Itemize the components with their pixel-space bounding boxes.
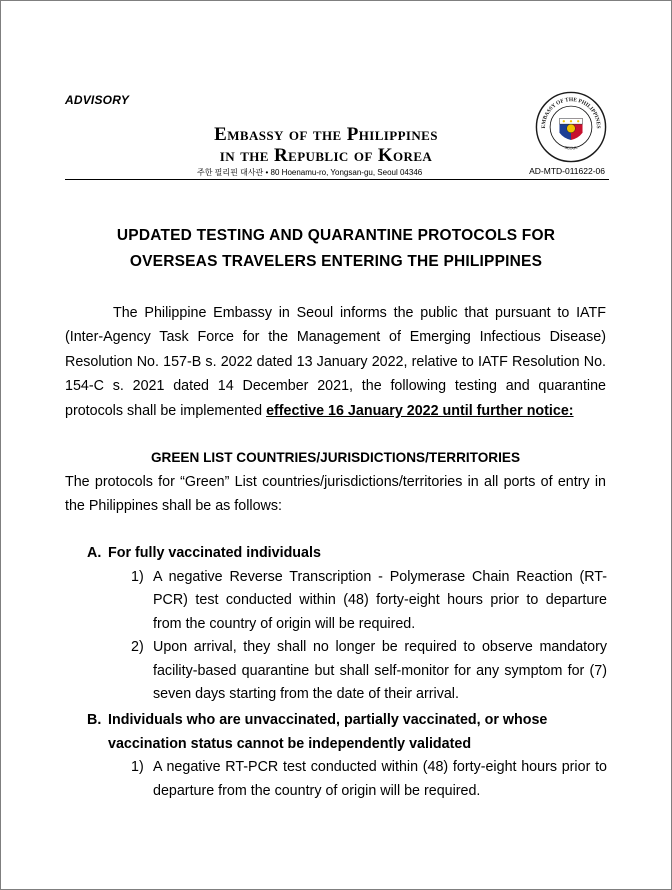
list-item-text: A negative RT-PCR test conducted within (48) forty-eight hours prior to departure from the country of origin will be required. <box>153 759 607 799</box>
list-item <box>131 636 607 707</box>
header-divider <box>65 179 609 180</box>
list-item-text: A negative Reverse Transcription - Polymerase Chain Reaction (RT-PCR) test conducted within (48) forty-eight hours prior to departure from the country of origin will be required. <box>153 568 607 632</box>
list-item-text: Upon arrival, they shall no longer be required to observe mandatory facility-based quarantine but shall self-monitor for any symptom for (7) seven days starting from the date of their arrival. <box>153 639 607 702</box>
seal-star-2 <box>570 120 572 122</box>
embassy-address-korean: 주한 필리핀 대사관 <box>197 168 264 177</box>
group-letter: B. <box>87 712 102 728</box>
list-item-number: 1) <box>131 568 144 585</box>
group-unvaccinated <box>87 709 607 803</box>
seal-star-3 <box>577 120 579 122</box>
advisory-label: ADVISORY <box>65 93 130 107</box>
intro-text: The Philippine Embassy in Seoul informs the public that pursuant to IATF (Inter-Agency Task Force for the Management of Emerging Infectious Disease) Resolution No. 157-B s. 2022 dated 13 January 2022, relative to IATF Resolution No. 154-C s. 2021 dated 14 December 2021, the following testing and quarantine protocols shall be implemented <box>65 305 606 419</box>
embassy-seal-icon <box>535 91 607 163</box>
group-letter: A. <box>87 545 102 561</box>
reference-code: AD-MTD-011622-06 <box>529 166 605 176</box>
green-list-intro: The protocols for “Green” List countries/jurisdictions/territories in all ports of entry in the Philippines shall be as follows: <box>65 474 606 515</box>
seal-bottom-text: SEOUL <box>564 144 578 151</box>
seal-sun <box>567 124 576 133</box>
document-title-line1: UPDATED TESTING AND QUARANTINE PROTOCOLS FOR <box>116 227 556 244</box>
embassy-name-line1: Embassy of the Philippines <box>214 124 438 145</box>
green-list-heading: GREEN LIST COUNTRIES/JURISDICTIONS/TERRITORIES <box>150 450 521 465</box>
embassy-letterhead <box>171 124 481 166</box>
list-item <box>131 756 607 803</box>
group-fully-vaccinated <box>87 542 607 707</box>
list-item-number: 2) <box>131 639 144 655</box>
intro-paragraph <box>65 301 606 423</box>
list-item-number: 1) <box>131 759 144 775</box>
group-heading <box>87 542 607 566</box>
embassy-address <box>197 167 422 178</box>
list-item <box>131 566 607 637</box>
document-title <box>61 223 611 275</box>
embassy-name-line2: in the Republic of Korea <box>219 145 433 166</box>
seal-outer-text: EMBASSY OF THE PHILIPPINES <box>541 97 601 129</box>
document-title-line2: OVERSEAS TRAVELERS ENTERING THE PHILIPPINES <box>129 253 543 270</box>
group-label: For fully vaccinated individuals <box>108 545 321 561</box>
intro-effective-date: effective 16 January 2022 until further notice: <box>266 402 574 419</box>
group-heading <box>87 709 607 756</box>
group-label: Individuals who are unvaccinated, partially vaccinated, or whose vaccination status cannot be independently validated <box>108 712 548 752</box>
seal-star-1 <box>563 120 565 122</box>
embassy-address-street: • 80 Hoenamu-ro, Yongsan-gu, Seoul 04346 <box>265 168 423 177</box>
